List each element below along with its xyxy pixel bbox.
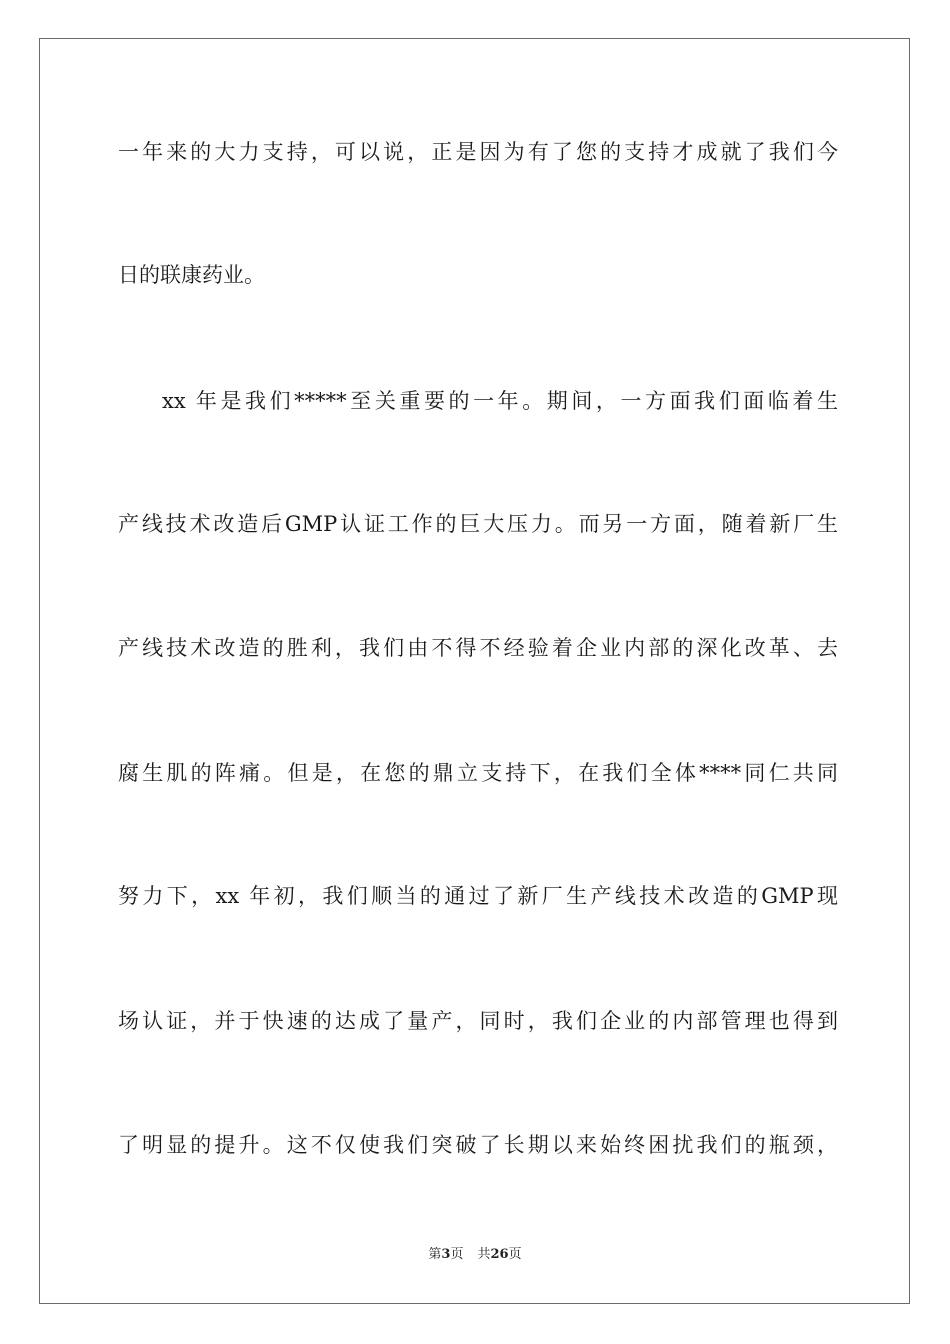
page-prefix: 第 [428, 1247, 442, 1262]
page-footer [0, 1246, 950, 1264]
text-line-9: 了明显的提升。这不仅使我们突破了长期以来始终困扰我们的瓶颈， [118, 1133, 838, 1157]
text-line-4: 产线技术改造后GMP认证工作的巨大压力。而另一方面，随着新厂生 [118, 512, 838, 536]
text-line-8: 场认证，并于快速的达成了量产，同时，我们企业的内部管理也得到 [118, 1009, 838, 1033]
page-suffix: 页 [450, 1247, 464, 1262]
text-line-1: 一年来的大力支持，可以说，正是因为有了您的支持才成就了我们今 [118, 140, 838, 164]
text-line-5: 产线技术改造的胜利，我们由不得不经验着企业内部的深化改革、去 [118, 636, 838, 660]
page-number: 3 [441, 1247, 451, 1262]
total-prefix: 共 [477, 1247, 491, 1262]
total-suffix: 页 [508, 1247, 522, 1262]
page-border [39, 38, 910, 1304]
text-line-3: xx 年是我们*****至关重要的一年。期间，一方面我们面临着生 [162, 389, 838, 413]
text-line-6: 腐生肌的阵痛。但是，在您的鼎立支持下，在我们全体****同仁共同 [118, 761, 838, 785]
text-line-2: 日的联康药业。 [118, 263, 265, 287]
text-line-7: 努力下，xx 年初，我们顺当的通过了新厂生产线技术改造的GMP现 [118, 884, 838, 908]
total-pages: 26 [490, 1247, 509, 1262]
